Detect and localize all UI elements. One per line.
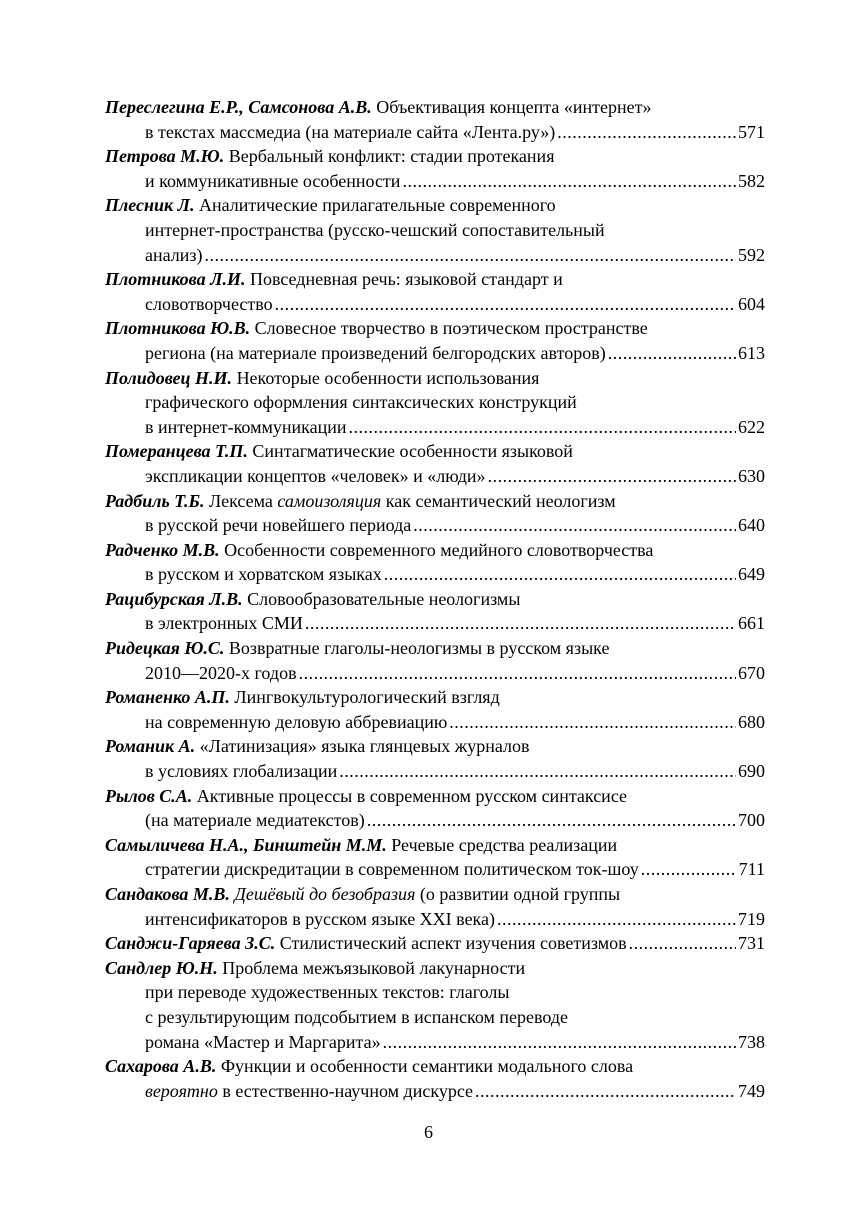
entry-author: Радбиль Т.Б. — [105, 490, 205, 511]
entry-first-line — [105, 316, 765, 341]
entry-author: Радченко М.В. — [105, 539, 220, 560]
entry-page: 690 — [738, 761, 765, 782]
toc-entry — [105, 193, 765, 267]
dot-leader — [488, 464, 736, 489]
entry-last-line — [105, 292, 765, 317]
entry-middle-line: с результирующим подсобытием в испанском переводе — [145, 1006, 568, 1027]
dot-leader — [367, 808, 736, 833]
entry-author: Плотникова Л.И. — [105, 269, 246, 290]
entry-middle-line: графического оформления синтаксических конструкций — [145, 392, 577, 413]
entry-last-line — [105, 759, 765, 784]
entry-first-line — [105, 366, 765, 391]
entry-last-line — [105, 710, 765, 735]
entry-title: Словообразовательные неологизмы — [242, 588, 521, 609]
entry-title-end: в русском и хорватском языках — [145, 564, 382, 585]
entry-first-line — [105, 144, 765, 169]
toc-entry — [105, 685, 765, 734]
dot-leader — [475, 1079, 736, 1104]
entry-page: 582 — [738, 170, 765, 191]
entry-author: Самыличева Н.А., Бинштейн М.М. — [105, 834, 387, 855]
dot-leader — [384, 562, 736, 587]
entry-page: 571 — [738, 121, 765, 142]
entry-first-line — [105, 833, 765, 858]
entry-title: Стилистический аспект изучения советизмов — [275, 933, 627, 954]
entry-author: Сандакова М.В. — [105, 884, 230, 904]
entry-last-line — [105, 169, 765, 194]
entry-title: Синтагматические особенности языковой — [247, 441, 573, 462]
entry-title: Особенности современного медийного словотворчества — [219, 539, 654, 560]
entry-first-line — [105, 193, 765, 218]
toc-entry — [105, 366, 765, 440]
entry-author: Полидовец Н.И. — [105, 367, 233, 388]
table-of-contents — [105, 95, 765, 1103]
entry-first-line — [105, 489, 765, 514]
entry-title-end: 2010—2020-х годов — [145, 662, 297, 683]
entry-title-end: и коммуникативные особенности — [145, 170, 401, 191]
page-number: 6 — [424, 1122, 433, 1142]
entry-page: 670 — [738, 662, 765, 683]
entry-page: 613 — [738, 342, 765, 363]
entry-title: Возвратные глаголы-неологизмы в русском языке — [224, 638, 610, 659]
entry-page: 738 — [738, 1031, 765, 1052]
toc-entry — [105, 931, 765, 956]
dot-leader — [339, 759, 736, 784]
entry-first-line — [105, 734, 765, 759]
entry-page: 731 — [738, 933, 765, 954]
entry-last-line — [105, 513, 765, 538]
entry-author: Плесник Л. — [105, 195, 195, 216]
entry-title: как семантический неологизм — [381, 490, 616, 511]
entry-author: Санджи-Гаряева З.С. — [105, 933, 276, 954]
entry-title-italic: вероятно — [145, 1080, 218, 1101]
entry-title-end: стратегии дискредитации в современном политическом ток-шоу — [145, 859, 639, 880]
dot-leader — [413, 513, 736, 538]
entry-title-end: на современную деловую аббревиацию — [145, 711, 448, 732]
toc-entry — [105, 587, 765, 636]
entry-first-line — [105, 439, 765, 464]
entry-page: 719 — [738, 908, 765, 929]
entry-first-line — [105, 95, 765, 120]
entry-title-end: анализ) — [145, 244, 203, 265]
entry-author: Померанцева Т.П. — [105, 441, 248, 462]
entry-last-line — [105, 1030, 765, 1055]
entry-last-line — [105, 341, 765, 366]
entry-author: Романенко А.П. — [105, 687, 230, 708]
entry-title-end: в текстах массмедиа (на материале сайта «Лента.ру») — [145, 121, 556, 142]
dot-leader — [629, 931, 736, 956]
entry-first-line — [105, 1054, 765, 1079]
entry-first-line — [105, 956, 765, 981]
entry-last-line — [105, 120, 765, 145]
entry-title-end: романа «Мастер и Маргарита» — [145, 1031, 381, 1052]
toc-entry — [105, 882, 765, 931]
entry-author: Плотникова Ю.В. — [105, 318, 251, 339]
dot-leader — [641, 857, 737, 882]
entry-title-end: интенсификаторов в русском языке XXI века) — [145, 908, 496, 929]
entry-title: (о развитии одной группы — [415, 884, 621, 904]
entry-page: 749 — [738, 1080, 765, 1101]
toc-entry — [105, 95, 765, 144]
entry-page: 592 — [738, 244, 765, 265]
entry-title: Активные процессы в современном русском синтаксисе — [192, 785, 628, 806]
entry-first-line — [105, 685, 765, 710]
entry-title-italic: Дешёвый до безобразия — [229, 884, 416, 904]
entry-title: Функции и особенности семантики модального слова — [216, 1056, 634, 1077]
dot-leader — [275, 292, 736, 317]
entry-title-end: в электронных СМИ — [145, 613, 303, 634]
entry-title: Лексема — [204, 490, 278, 511]
entry-last-line — [105, 243, 765, 268]
entry-title: Лингвокультурологический взгляд — [229, 687, 500, 708]
entry-title: Словесное творчество в поэтическом пространстве — [250, 318, 648, 339]
dot-leader — [402, 169, 736, 194]
entry-first-line — [105, 882, 765, 907]
entry-last-line — [105, 808, 765, 833]
entry-title: Речевые средства реализации — [386, 834, 618, 855]
entry-page: 640 — [738, 515, 765, 536]
entry-last-line — [105, 562, 765, 587]
entry-title: Проблема межъязыковой лакунарности — [217, 957, 526, 978]
entry-page: 630 — [738, 465, 765, 486]
entry-last-line — [105, 857, 765, 882]
toc-entry — [105, 636, 765, 685]
entry-page: 711 — [738, 859, 765, 880]
entry-author: Рылов С.А. — [105, 785, 193, 806]
toc-entry — [105, 833, 765, 882]
entry-last-line — [105, 611, 765, 636]
toc-entry — [105, 144, 765, 193]
entry-page: 700 — [738, 810, 765, 831]
entry-page: 604 — [738, 293, 765, 314]
toc-entry — [105, 316, 765, 365]
toc-entry — [105, 439, 765, 488]
entry-title: Некоторые особенности использования — [232, 367, 540, 388]
entry-title-end: в интернет-коммуникации — [145, 416, 347, 437]
toc-entry — [105, 956, 765, 1054]
entry-title-end: экспликации концептов «человек» и «люди» — [145, 465, 486, 486]
entry-middle-line: при переводе художественных текстов: глаголы — [145, 982, 510, 1003]
entry-title-end: региона (на материале произведений белгородских авторов) — [145, 342, 606, 363]
dot-leader — [497, 907, 736, 932]
entry-page: 661 — [738, 613, 765, 634]
dot-leader — [383, 1030, 736, 1055]
entry-page: 649 — [738, 564, 765, 585]
entry-first-line — [105, 784, 765, 809]
toc-entry — [105, 489, 765, 538]
entry-author: Романик А. — [105, 736, 196, 757]
entry-author: Сахарова А.В. — [105, 1056, 217, 1077]
dot-leader — [349, 415, 737, 440]
dot-leader — [299, 661, 736, 686]
entry-author: Рацибурская Л.В. — [105, 588, 243, 609]
entry-title-italic: самоизоляция — [277, 490, 382, 511]
entry-page: 622 — [738, 416, 765, 437]
entry-title: «Латинизация» языка глянцевых журналов — [195, 736, 530, 757]
dot-leader — [449, 710, 736, 735]
entry-title-end: в русской речи новейшего периода — [145, 515, 412, 536]
entry-title: Вербальный конфликт: стадии протекания — [224, 146, 555, 167]
entry-author: Переслегина Е.Р., Самсонова А.В. — [105, 97, 372, 117]
entry-title: Объективация концепта «интернет» — [371, 97, 652, 117]
entry-title-end: в естественно-научном дискурсе — [217, 1080, 474, 1101]
entry-title-end: словотворчество — [145, 293, 273, 314]
toc-entry — [105, 538, 765, 587]
entry-last-line — [105, 661, 765, 686]
entry-first-line — [105, 267, 765, 292]
entry-middle-line: интернет-пространства (русско-чешский сопоставительный — [145, 219, 605, 240]
entry-first-line — [105, 636, 765, 661]
entry-last-line — [105, 1079, 765, 1104]
entry-title: Повседневная речь: языковой стандарт и — [245, 269, 563, 290]
entry-last-line — [105, 464, 765, 489]
dot-leader — [608, 341, 736, 366]
entry-first-line — [105, 538, 765, 563]
dot-leader — [557, 120, 736, 145]
entry-author: Ридецкая Ю.С. — [105, 638, 225, 659]
toc-entry — [105, 267, 765, 316]
entry-single-line — [105, 931, 765, 956]
entry-title-end: (на материале медиатекстов) — [145, 810, 365, 831]
toc-entry — [105, 1054, 765, 1103]
dot-leader — [305, 611, 736, 636]
dot-leader — [205, 243, 737, 268]
toc-entry — [105, 734, 765, 783]
entry-last-line — [105, 415, 765, 440]
entry-page: 680 — [738, 711, 765, 732]
entry-author: Петрова М.Ю. — [105, 146, 225, 167]
toc-entry — [105, 784, 765, 833]
entry-author: Сандлер Ю.Н. — [105, 957, 218, 978]
entry-title-end: в условиях глобализации — [145, 761, 338, 782]
entry-first-line — [105, 587, 765, 612]
entry-title: Аналитические прилагательные современного — [194, 195, 556, 216]
entry-last-line — [105, 907, 765, 932]
